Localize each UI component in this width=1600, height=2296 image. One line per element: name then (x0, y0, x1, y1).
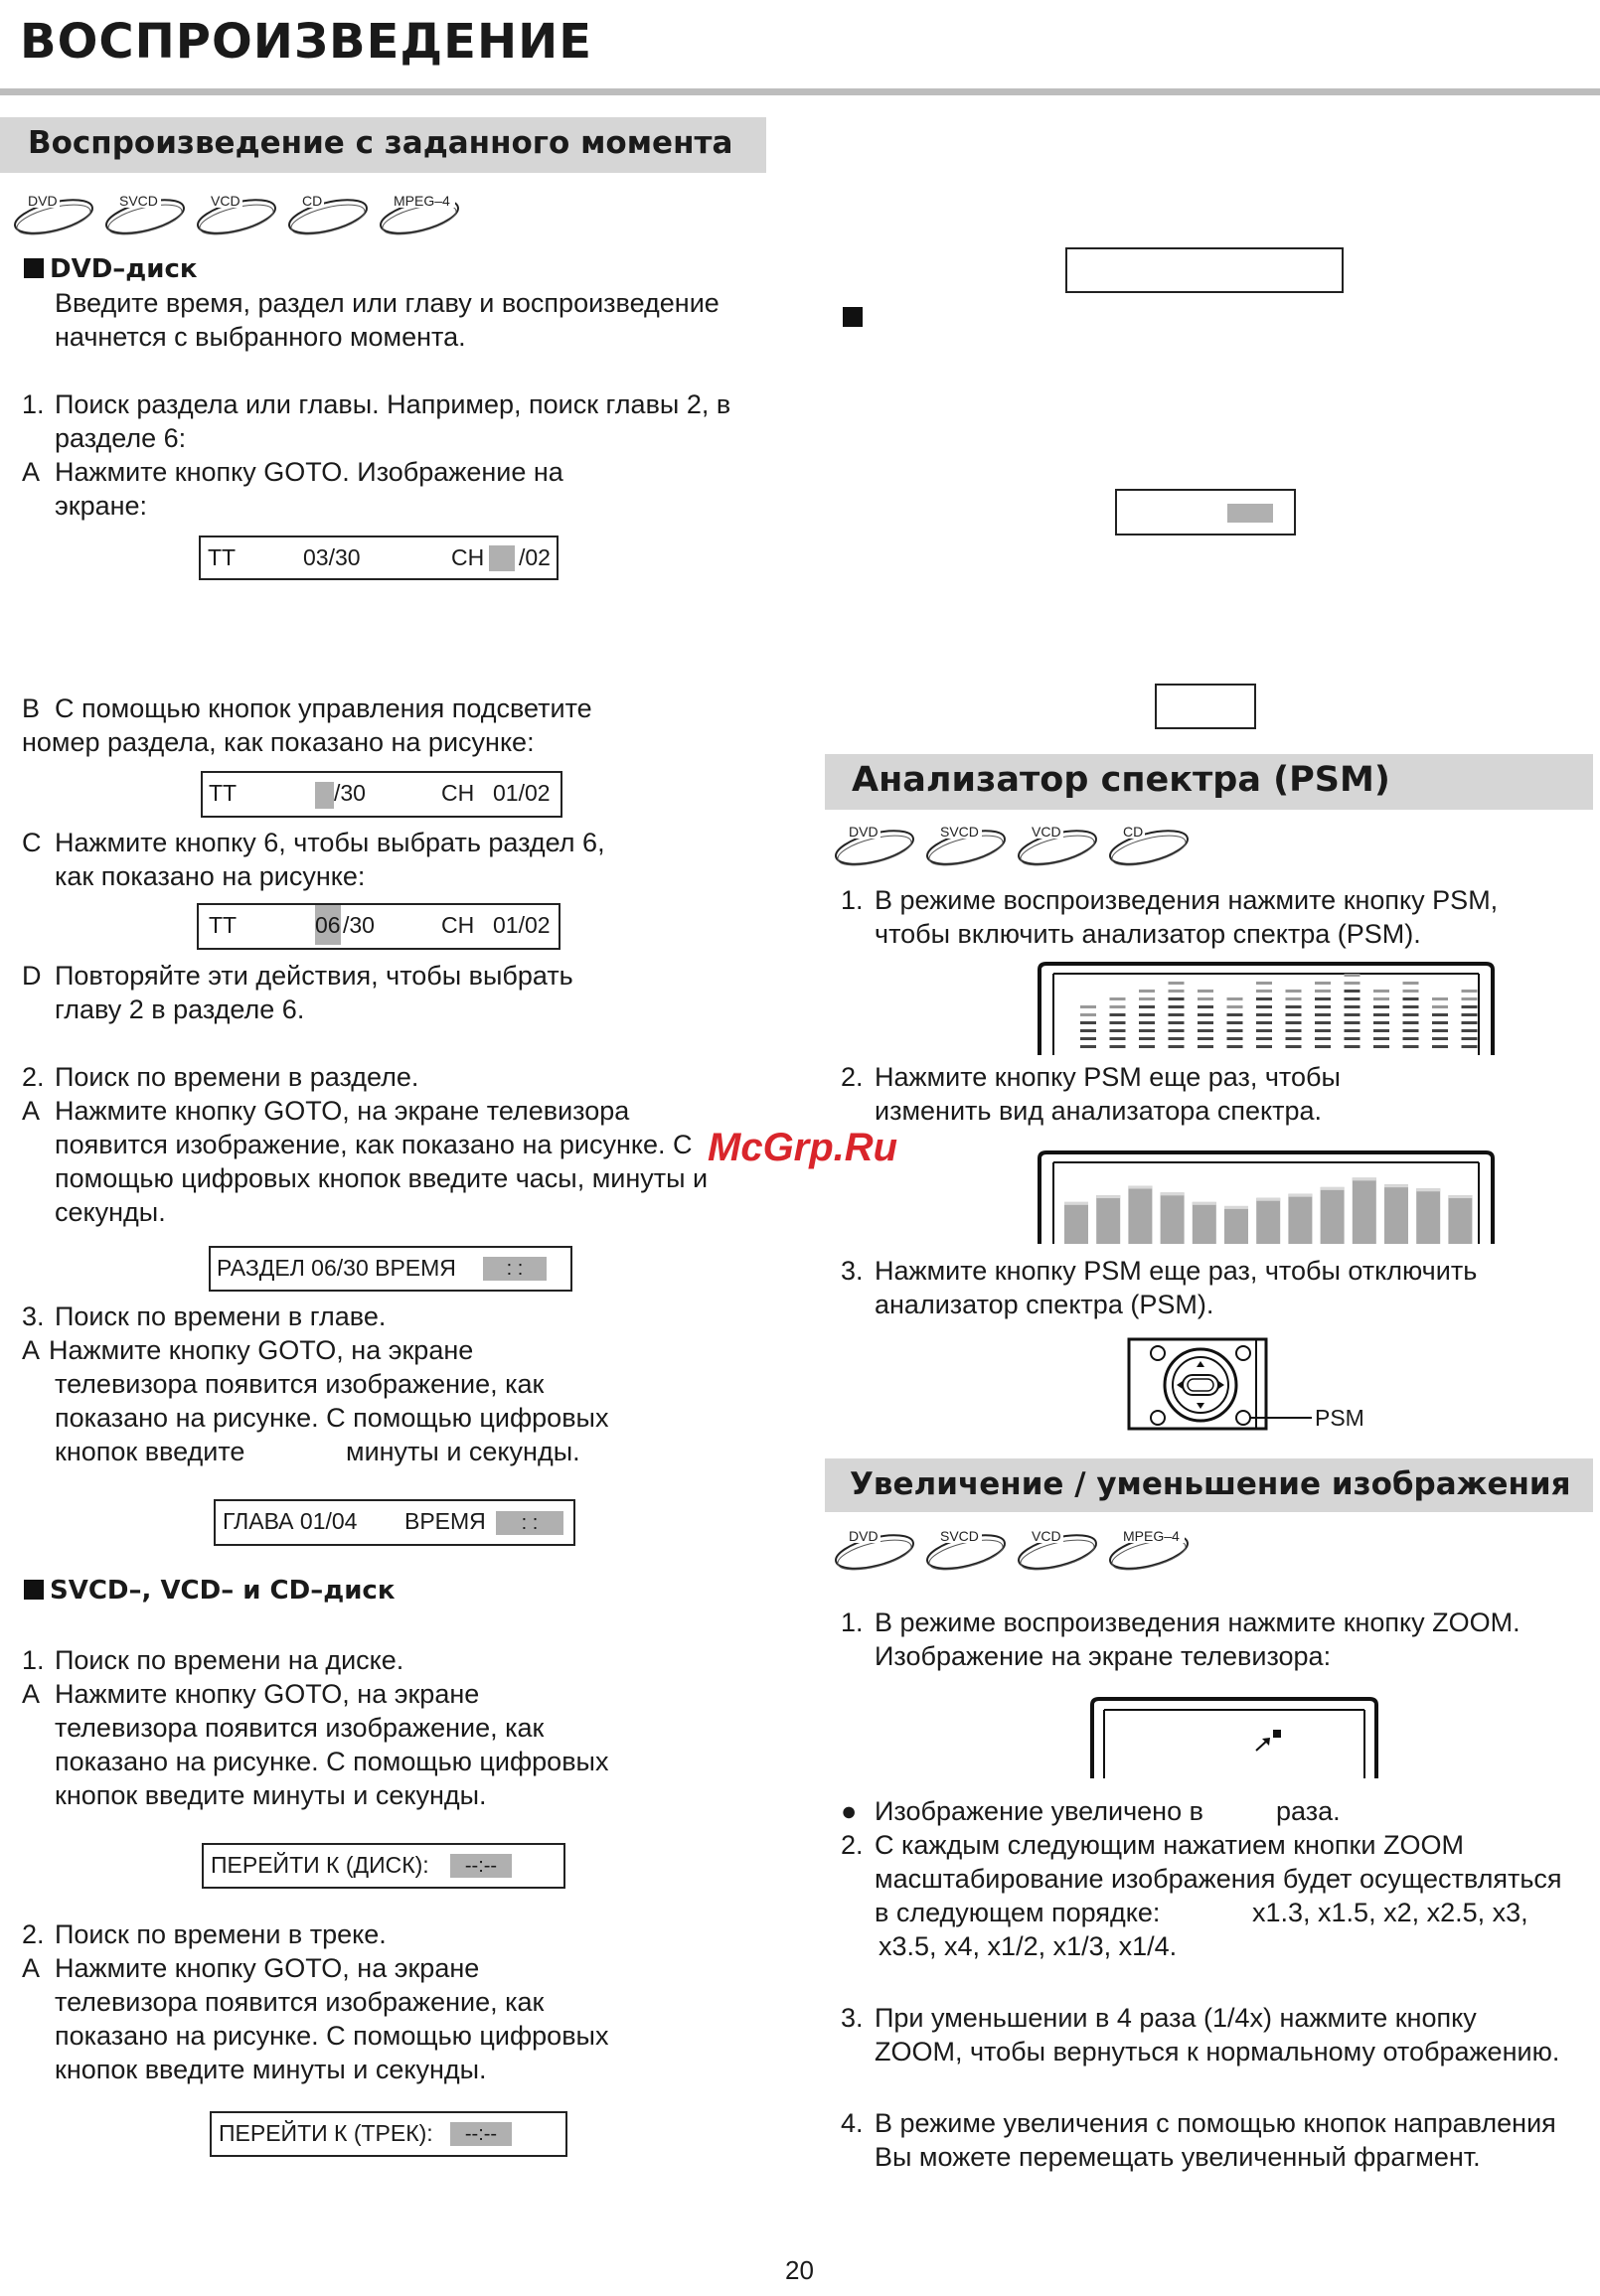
dvd-intro-2: начнется с выбранного момента. (55, 322, 466, 352)
page-number: 20 (785, 2255, 814, 2285)
psm2-line2: изменить вид анализатора спектра. (875, 1096, 1322, 1126)
spectrum-bar-cap (1384, 1184, 1408, 1187)
disc-logo-label: MPEG–4 (1123, 1528, 1180, 1544)
step1b-line1: С помощью кнопок управления подсветите (55, 693, 592, 723)
cursor-highlight (315, 782, 334, 809)
zoom3-num: 3. (841, 2003, 864, 2033)
step1c-line2: как показано на рисунке: (55, 861, 366, 891)
s-step2-num: 2. (22, 1919, 45, 1949)
spectrum-bar (1288, 1194, 1312, 1244)
disc-logo-icon (12, 193, 95, 240)
step1-num: 1. (22, 389, 45, 419)
spectrum-bar-cap (1353, 1177, 1376, 1180)
step3a-line4b: минуты и секунды. (346, 1437, 580, 1466)
step2a-letter: А (22, 1096, 41, 1126)
dvd-heading: DVD–диск (24, 254, 198, 284)
disc-logo-label: SVCD (940, 824, 979, 840)
zoom-bullet-dot: ● (841, 1796, 858, 1826)
zoom2-line4: x3.5, x4, x1/2, x1/3, x1/4. (879, 1931, 1178, 1961)
zoom3-line1: При уменьшении в 4 раза (1/4x) нажмите кнопку (875, 2003, 1477, 2033)
spectrum-bar (1128, 1186, 1152, 1244)
disc-logo-icon (286, 193, 370, 240)
spectrum-bar (1110, 997, 1126, 1048)
disc-logo-label: DVD (849, 1528, 879, 1544)
disc-logo-icon (924, 824, 1008, 871)
spectrum-bar-cap (1448, 1195, 1472, 1198)
spectrum-bar (1256, 982, 1272, 1048)
psm1-line2: чтобы включить анализатор спектра (PSM). (875, 919, 1421, 949)
s-step1a-line2: телевизора появится изображение, как (55, 1713, 545, 1743)
step1d-line1: Повторяйте эти действия, чтобы выбрать (55, 961, 573, 991)
disc-logo-icon (1016, 824, 1099, 871)
step1-line1: Поиск раздела или главы. Например, поиск главы 2, в (55, 389, 731, 419)
step3a-line1: Нажмите кнопку GOTO, на экране (49, 1335, 474, 1365)
psm2-line1: Нажмите кнопку PSM еще раз, чтобы (875, 1062, 1341, 1092)
zoom4-line1: В режиме увеличения с помощью кнопок направления (875, 2108, 1556, 2138)
disc-logo-icon (833, 1528, 916, 1576)
section-zoom-title: Увеличение / уменьшение изображения (825, 1458, 1593, 1512)
osd-title-chapter-1: ТТ 03/30 CH /02 (199, 536, 559, 580)
step1a-letter: А (22, 457, 41, 487)
page-title: ВОСПРОИЗВЕДЕНИЕ (20, 14, 593, 70)
spectrum-bar-cap (1064, 1202, 1088, 1205)
osd-goto-disc: ПЕРЕЙТИ К (ДИСК): --:-- (202, 1843, 565, 1889)
spectrum-bar (1353, 1177, 1376, 1244)
spectrum-display-2 (1037, 1148, 1496, 1244)
disc-logo-icon (1107, 824, 1191, 871)
step1d-line2: главу 2 в разделе 6. (55, 995, 305, 1024)
zoom4-num: 4. (841, 2108, 864, 2138)
disc-formats-goto (12, 187, 469, 242)
disc-logo-label: VCD (1032, 824, 1061, 840)
section-goto-title: Воспроизведение с заданного момента (0, 117, 766, 173)
step2-num: 2. (22, 1062, 45, 1092)
disc-logo-label: DVD (28, 193, 58, 209)
spectrum-bar-cap (1193, 1202, 1216, 1205)
spectrum-bar (1345, 974, 1360, 1048)
spectrum-bar (1286, 990, 1302, 1048)
s-step2a-line2: телевизора появится изображение, как (55, 1987, 545, 2017)
spectrum-bar (1169, 982, 1185, 1048)
s-step2a-line1: Нажмите кнопку GOTO, на экране (55, 1953, 480, 1983)
step2a-line1: Нажмите кнопку GOTO, на экране телевизора (55, 1096, 630, 1126)
zoom3-line2: ZOOM, чтобы вернуться к нормальному отображению. (875, 2037, 1560, 2066)
zoom-bullet-text1: Изображение увеличено в (875, 1796, 1203, 1826)
step3-num: 3. (22, 1301, 45, 1331)
spectrum-bar (1096, 1195, 1120, 1244)
header-rule (0, 88, 1600, 95)
spectrum-bar (1256, 1198, 1280, 1244)
empty-osd-box-3 (1155, 684, 1256, 729)
disc-logo-icon (103, 193, 187, 240)
s-step2a-letter: А (22, 1953, 41, 1983)
disc-logo-label: VCD (211, 193, 240, 209)
step2a-line2: появится изображение, как показано на рисунке. С (55, 1130, 693, 1159)
zoom1-line2: Изображение на экране телевизора: (875, 1641, 1332, 1671)
psm3-line2: анализатор спектра (PSM). (875, 1290, 1214, 1319)
zoom1-num: 1. (841, 1607, 864, 1637)
svcd-heading: SVCD–, VCD– и CD–диск (24, 1576, 395, 1606)
highlight-block (1227, 504, 1273, 523)
osd-title-chapter-3: ТТ 06 /30 CH 01/02 (197, 903, 560, 950)
square-bullet-icon (24, 1580, 44, 1600)
zoom-bullet-text2: раза. (1276, 1796, 1341, 1826)
zoom2-line2: масштабирование изображения будет осуществляться (875, 1864, 1562, 1894)
zoom-indicator-icon (1256, 1730, 1281, 1751)
zoom2-line3b: x1.3, x1.5, x2, x2.5, x3, (1252, 1898, 1528, 1927)
osd-title-chapter-2: ТТ /30 CH 01/02 (201, 771, 562, 818)
step1c-line1: Нажмите кнопку 6, чтобы выбрать раздел 6, (55, 828, 605, 857)
s-step1a-letter: А (22, 1679, 41, 1709)
spectrum-bar (1161, 1192, 1185, 1244)
spectrum-bar (1403, 982, 1419, 1048)
disc-logo-label: MPEG–4 (394, 193, 450, 209)
step2a-line3: помощью цифровых кнопок введите часы, минуты и (55, 1163, 709, 1193)
disc-logo-label: DVD (849, 824, 879, 840)
osd-section-time: РАЗДЕЛ 06/30 ВРЕМЯ : : (209, 1246, 572, 1292)
watermark: McGrp.Ru (708, 1126, 898, 1169)
s-step2a-line3: показано на рисунке. С помощью цифровых (55, 2021, 609, 2051)
disc-logo-label: SVCD (940, 1528, 979, 1544)
s-step1a-line4: кнопок введите минуты и секунды. (55, 1780, 487, 1810)
zoom2-num: 2. (841, 1830, 864, 1860)
step3a-line3: показано на рисунке. С помощью цифровых (55, 1403, 609, 1433)
spectrum-bar-cap (1128, 1186, 1152, 1189)
disc-logo-icon (924, 1528, 1008, 1576)
spectrum-bar (1198, 990, 1213, 1048)
spectrum-bar (1373, 990, 1389, 1048)
s-step1-num: 1. (22, 1645, 45, 1675)
psm3-line1: Нажмите кнопку PSM еще раз, чтобы отключить (875, 1256, 1478, 1286)
cursor-highlight (489, 545, 515, 571)
spectrum-bar (1315, 982, 1331, 1048)
step3a-line2: телевизора появится изображение, как (55, 1369, 545, 1399)
disc-logo-icon (195, 193, 278, 240)
step1d-letter: D (22, 961, 42, 991)
spectrum-display-1 (1037, 960, 1496, 1055)
spectrum-bar (1416, 1188, 1440, 1244)
spectrum-bar (1064, 1202, 1088, 1244)
spectrum-bar (1193, 1202, 1216, 1244)
s-step1a-line3: показано на рисунке. С помощью цифровых (55, 1747, 609, 1776)
step1a-line1: Нажмите кнопку GOTO. Изображение на (55, 457, 563, 487)
spectrum-bar (1448, 1195, 1472, 1244)
zoom-screen-display (1089, 1695, 1379, 1778)
step3a-line4a: кнопок введите (55, 1437, 245, 1466)
spectrum-bar-cap (1416, 1188, 1440, 1191)
osd-goto-track: ПЕРЕЙТИ К (ТРЕК): --:-- (210, 2111, 567, 2157)
spectrum-bar-cap (1321, 1187, 1345, 1190)
spectrum-bar-cap (1096, 1195, 1120, 1198)
zoom1-line1: В режиме воспроизведения нажмите кнопку ZOOM. (875, 1607, 1520, 1637)
spectrum-bar-cap (1161, 1192, 1185, 1195)
square-bullet-icon (843, 307, 863, 327)
psm3-num: 3. (841, 1256, 864, 1286)
spectrum-bar-cap (1256, 1198, 1280, 1201)
spectrum-bar (1227, 997, 1243, 1048)
step1b-line2: номер раздела, как показано на рисунке: (22, 727, 535, 757)
s-step2a-line4: кнопок введите минуты и секунды. (55, 2055, 487, 2084)
psm1-num: 1. (841, 885, 864, 915)
disc-logo-label: CD (1123, 824, 1144, 840)
spectrum-bar (1462, 990, 1478, 1048)
zoom2-line1: С каждым следующим нажатием кнопки ZOOM (875, 1830, 1464, 1860)
disc-logo-icon (378, 193, 461, 240)
step2-line1: Поиск по времени в разделе. (55, 1062, 419, 1092)
zoom4-line2: Вы можете перемещать увеличенный фрагмент. (875, 2142, 1481, 2172)
disc-logo-icon (833, 824, 916, 871)
step1c-letter: С (22, 828, 42, 857)
spectrum-bar (1321, 1187, 1345, 1244)
spectrum-bar (1432, 997, 1448, 1048)
step3-line1: Поиск по времени в главе. (55, 1301, 387, 1331)
psm-button-label: PSM (1315, 1405, 1364, 1431)
s-step2-line1: Поиск по времени в треке. (55, 1919, 387, 1949)
step1a-line2: экране: (55, 491, 148, 521)
disc-formats-psm (833, 818, 1199, 873)
s-step1-line1: Поиск по времени на диске. (55, 1645, 404, 1675)
zoom2-line3a: в следующем порядке: (875, 1898, 1161, 1927)
s-step1a-line1: Нажмите кнопку GOTO, на экране (55, 1679, 480, 1709)
empty-osd-box-2 (1115, 489, 1296, 536)
spectrum-bar-cap (1224, 1206, 1248, 1209)
empty-osd-box-1 (1065, 247, 1344, 293)
spectrum-bar (1384, 1184, 1408, 1244)
spectrum-bar (1224, 1206, 1248, 1244)
disc-logo-label: CD (302, 193, 323, 209)
disc-logo-icon (1016, 1528, 1099, 1576)
osd-chapter-time: ГЛАВА 01/04 ВРЕМЯ : : (214, 1499, 575, 1546)
spectrum-bar (1080, 1005, 1096, 1048)
step1b-letter: В (22, 693, 41, 723)
spectrum-bar-cap (1288, 1194, 1312, 1197)
psm2-num: 2. (841, 1062, 864, 1092)
step1-line2: разделе 6: (55, 423, 187, 453)
disc-logo-icon (1107, 1528, 1191, 1576)
section-psm-title: Анализатор спектра (PSM) (825, 754, 1593, 810)
dvd-intro-1: Введите время, раздел или главу и воспроизведение (55, 288, 720, 318)
step2a-line4: секунды. (55, 1197, 166, 1227)
disc-logo-label: SVCD (119, 193, 158, 209)
disc-formats-zoom (833, 1522, 1199, 1578)
psm1-line1: В режиме воспроизведения нажмите кнопку PSM, (875, 885, 1499, 915)
square-bullet-icon (24, 258, 44, 278)
spectrum-bar (1139, 990, 1155, 1048)
step3a-letter: А (22, 1335, 41, 1365)
disc-logo-label: VCD (1032, 1528, 1061, 1544)
